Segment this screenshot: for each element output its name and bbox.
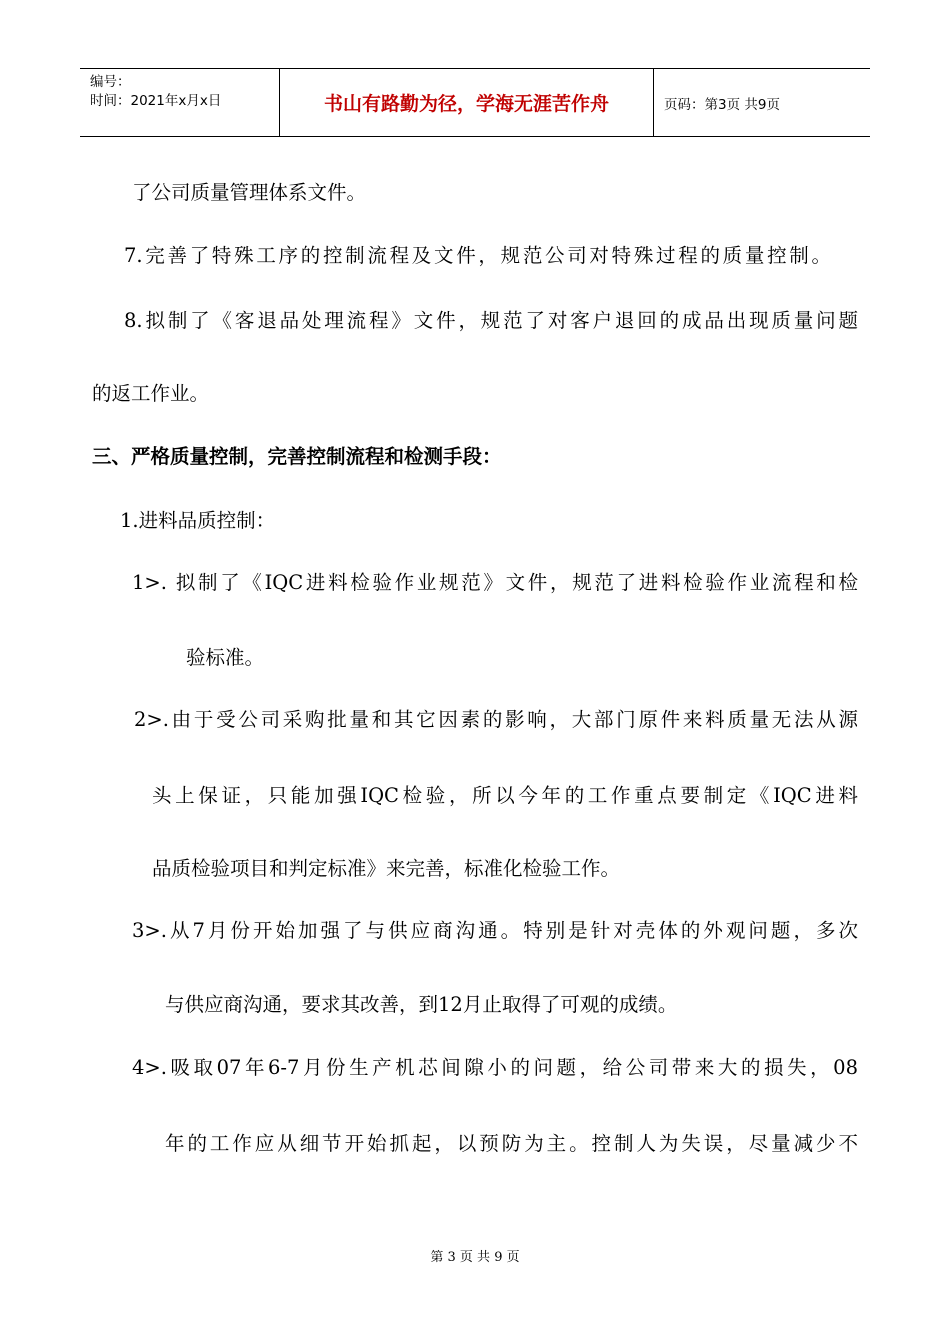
text-line: 了公司质量管理体系文件。 (132, 181, 367, 204)
time-label: 时间：2021年x月x日 (90, 93, 222, 109)
text-line: 品质检验项目和判定标准》来完善，标准化检验工作。 (152, 857, 621, 880)
subsection-heading: 1.进料品质控制： (120, 509, 276, 532)
header-meta (80, 69, 280, 136)
text-line: 4>.吸取07年6-7月份生产机芯间隙小的问题，给公司带来大的损失，08 (132, 1056, 858, 1079)
text-line: 7.完善了特殊工序的控制流程及文件，规范公司对特殊过程的质量控制。 (124, 244, 831, 267)
page-header (80, 68, 870, 137)
header-page-label: 页码：第3页 共9页 (664, 96, 780, 113)
text-line: 3>.从7月份开始加强了与供应商沟通。特别是针对壳体的外观问题，多次 (132, 919, 858, 942)
number-label: 编号： (90, 74, 131, 90)
text-line: 头上保证，只能加强IQC检验，所以今年的工作重点要制定《IQC进料 (152, 784, 858, 807)
text-line: 与供应商沟通，要求其改善，到12月止取得了可观的成绩。 (165, 993, 678, 1016)
text-line: 验标准。 (186, 646, 265, 669)
header-motto: 书山有路勤为径，学海无涯苦作舟 (280, 69, 654, 136)
section-heading: 三、严格质量控制，完善控制流程和检测手段： (92, 445, 502, 468)
text-line: 的返工作业。 (92, 382, 210, 405)
text-line: 1>. 拟制了《IQC进料检验作业规范》文件，规范了进料检验作业流程和检 (132, 571, 858, 594)
text-line: 年的工作应从细节开始抓起，以预防为主。控制人为失误，尽量减少不 (165, 1132, 858, 1155)
text-line: 2>.由于受公司采购批量和其它因素的影响，大部门原件来料质量无法从源 (134, 708, 858, 731)
page-footer: 第 3 页 共 9 页 (430, 1250, 520, 1265)
text-line: 8.拟制了《客退品处理流程》文件，规范了对客户退回的成品出现质量问题 (124, 309, 858, 332)
